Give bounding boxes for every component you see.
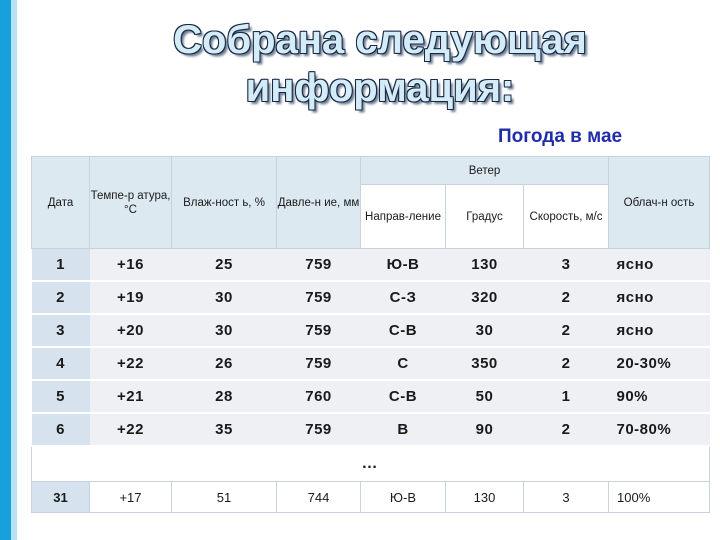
cell-wind-degrees: 130: [446, 482, 524, 513]
title-line-2: информация:: [245, 66, 515, 110]
cell-cloudiness: 70-80%: [609, 413, 710, 446]
cell-temperature: +16: [90, 249, 172, 282]
cell-cloudiness: ясно: [609, 281, 710, 314]
cell-temperature: +22: [90, 347, 172, 380]
cell-day: 5: [32, 380, 90, 413]
cell-wind-degrees: 130: [446, 249, 524, 282]
ellipsis-row: [32, 446, 710, 482]
cell-wind-speed: 2: [524, 281, 609, 314]
cell-wind-speed: 3: [524, 249, 609, 282]
cell-day: 3: [32, 314, 90, 347]
cell-pressure: 744: [277, 482, 361, 513]
weather-table: [31, 156, 710, 513]
table-row: [32, 249, 710, 282]
header-cloudiness: Облач-н ость: [609, 157, 710, 249]
cell-wind-speed: 3: [524, 482, 609, 513]
header-wind: Ветер: [361, 157, 609, 185]
cell-pressure: 759: [277, 347, 361, 380]
cell-humidity: 51: [172, 482, 277, 513]
header-wind-degrees: Градус: [446, 185, 524, 249]
cell-temperature: +17: [90, 482, 172, 513]
cell-wind-degrees: 50: [446, 380, 524, 413]
cell-day: 2: [32, 281, 90, 314]
cell-wind-direction: Ю-В: [361, 482, 446, 513]
header-humidity: Влаж-ност ь, %: [172, 157, 277, 249]
cell-temperature: +22: [90, 413, 172, 446]
page-title: [40, 16, 720, 112]
cell-wind-direction: С: [361, 347, 446, 380]
cell-wind-speed: 2: [524, 314, 609, 347]
cell-day: 1: [32, 249, 90, 282]
table-row: [32, 314, 710, 347]
cell-pressure: 759: [277, 413, 361, 446]
cell-wind-direction: Ю-В: [361, 249, 446, 282]
cell-cloudiness: ясно: [609, 314, 710, 347]
cell-wind-degrees: 90: [446, 413, 524, 446]
cell-wind-direction: С-З: [361, 281, 446, 314]
cell-pressure: 759: [277, 314, 361, 347]
table-row: [32, 347, 710, 380]
table-caption: Погода в мае: [498, 126, 623, 147]
ellipsis: …: [32, 446, 710, 482]
cell-day: 31: [32, 482, 90, 513]
cell-temperature: +19: [90, 281, 172, 314]
header-temperature: Темпе-р атура, °С: [90, 157, 172, 249]
cell-temperature: +20: [90, 314, 172, 347]
cell-cloudiness: ясно: [609, 249, 710, 282]
cell-wind-speed: 2: [524, 347, 609, 380]
cell-day: 6: [32, 413, 90, 446]
cell-cloudiness: 20-30%: [609, 347, 710, 380]
table-row: [32, 413, 710, 446]
cell-pressure: 760: [277, 380, 361, 413]
cell-wind-degrees: 350: [446, 347, 524, 380]
title-line-1: Собрана следующая: [173, 18, 587, 62]
table-row: [32, 380, 710, 413]
cell-humidity: 30: [172, 314, 277, 347]
left-accent-stripe: [11, 0, 17, 540]
cell-wind-speed: 1: [524, 380, 609, 413]
left-accent-bar: [0, 0, 11, 540]
cell-wind-degrees: 30: [446, 314, 524, 347]
cell-humidity: 26: [172, 347, 277, 380]
cell-cloudiness: 90%: [609, 380, 710, 413]
cell-wind-speed: 2: [524, 413, 609, 446]
table-row: [32, 482, 710, 513]
cell-humidity: 35: [172, 413, 277, 446]
header-date: Дата: [32, 157, 90, 249]
cell-humidity: 28: [172, 380, 277, 413]
cell-pressure: 759: [277, 281, 361, 314]
cell-cloudiness: 100%: [609, 482, 710, 513]
header-wind-direction: Направ-ление: [361, 185, 446, 249]
cell-wind-direction: С-В: [361, 380, 446, 413]
cell-wind-direction: В: [361, 413, 446, 446]
cell-day: 4: [32, 347, 90, 380]
cell-humidity: 30: [172, 281, 277, 314]
cell-temperature: +21: [90, 380, 172, 413]
table-row: [32, 281, 710, 314]
cell-wind-degrees: 320: [446, 281, 524, 314]
cell-humidity: 25: [172, 249, 277, 282]
cell-wind-direction: С-В: [361, 314, 446, 347]
header-pressure: Давле-н ие, мм: [277, 157, 361, 249]
cell-pressure: 759: [277, 249, 361, 282]
header-wind-speed: Скорость, м/с: [524, 185, 609, 249]
